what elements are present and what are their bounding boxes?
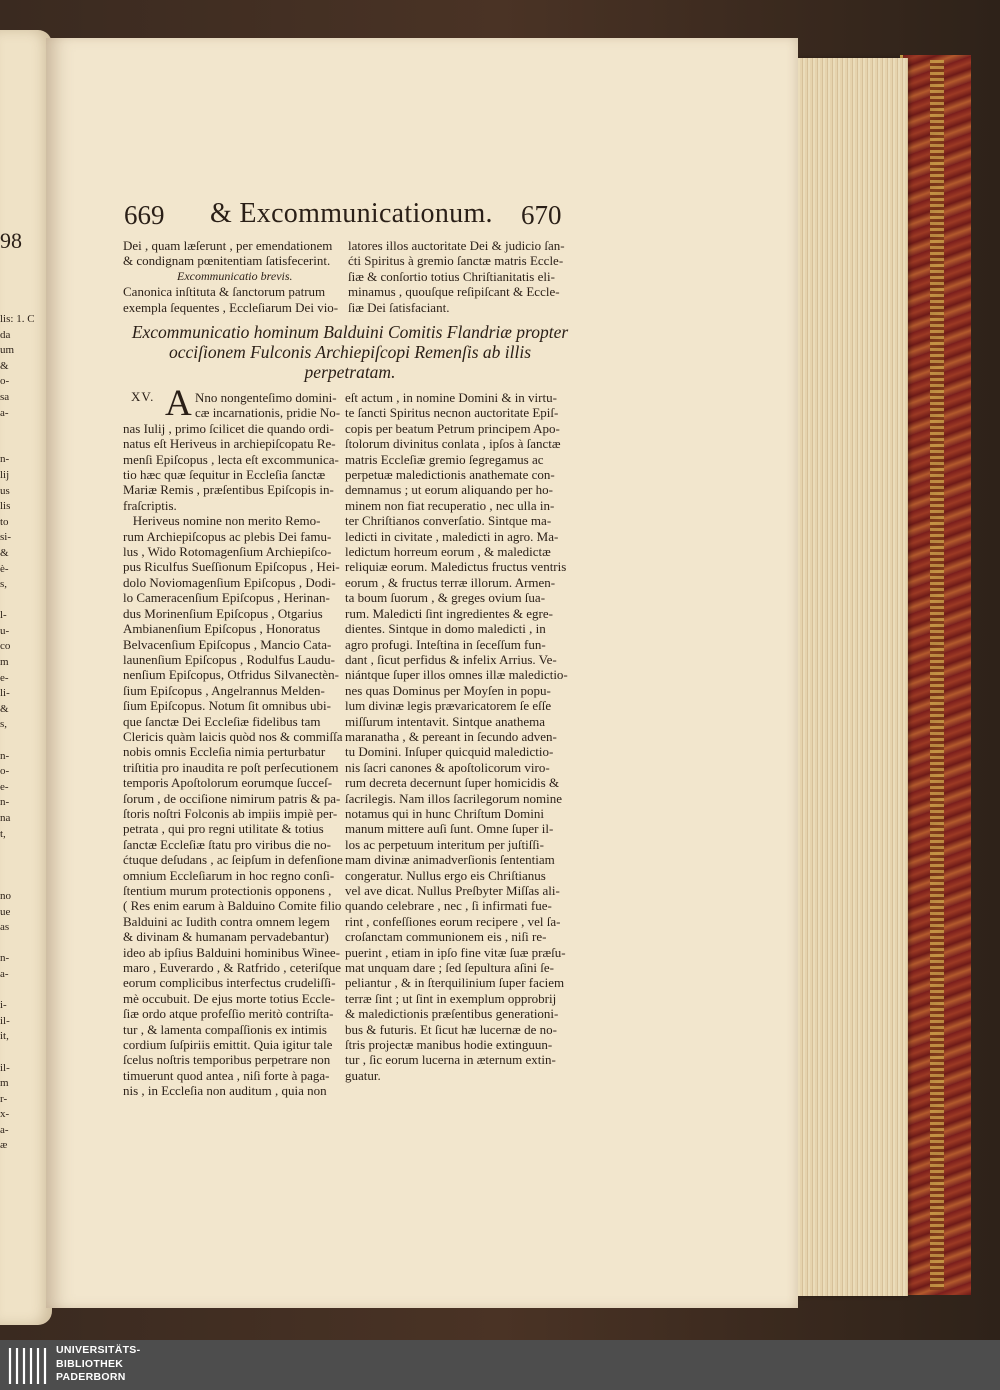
section-number: XV. [131,389,155,404]
previous-page-number: 98 [0,228,22,253]
library-footer-bar [0,1340,1000,1390]
right-page-number: 670 [521,200,562,230]
top-left-text: Dei , quam læſerunt , per emendationem & condignam pœnitentiam ſatisfecerint. [123,238,333,269]
previous-page-margin-text: lis: 1. C da um & o- sa a- n- lij us lis to si- & è- s, l- u- co m e- li- & s, n- o- e- n- na t, no ue as n- a- i- il- it, il- m r- x- a- æ [0,313,35,1152]
gilt-border-ornament [930,60,944,1290]
section-heading [130,322,570,382]
library-name-line-2: BIBLIOTHEK [56,1357,124,1370]
heading-line-2: occiſionem Fulconis Archiepiſcopi Remenſis ab illis [168,342,532,362]
running-title: & Excommunicationum. [210,198,493,229]
page-block-edge [795,58,908,1296]
library-name [56,1344,140,1385]
library-logo-icon [5,1344,47,1386]
library-name-line-3: PADERBORN [56,1371,126,1383]
previous-page-edge [0,30,52,1325]
main-left-column: nas Iulij , primo ſcilicet die quando ordi- natus eſt Heriveus in archiepiſcopatu Re- menſi Epiſcopus , lecta eſt excommunica- tio hæc quæ ſequitur in Eccleſia ſanctæ Mariæ Remis , præſentibus Epiſcopis in- fraſcriptis. Heriveus nomine non merito Remo- rum Archiepiſcopus ac plebis Dei famu- lus , Wido Rotomagenſium Archiepiſco- pus Riculfus Sueſſionum Epiſcopus , Hei- dolo Noviomagenſium Epiſcopus , Dodi- lo Cameracenſium Epiſcopus , Herinan- dus Morinenſium Epiſcopus , Otgarius Ambianenſium Epiſcopus , Honoratus Belvacenſium Epiſcopus , Mancio Cata- launenſium Epiſcopus , Rodulfus Laudu- nenſium Epiſcopus, Otfridus Silvanectèn- ſium Epiſcopus , Angelrannus Melden- ſium Epiſcopus. Notum ſit omnibus ubi- que ſanctæ Dei Eccleſiæ fidelibus tam Clericis quàm laicis quòd nos & commiſſa nobis omnis Eccleſia nimia perturbatur triſtitia pro inaudita re poſt perſecutionem temporis Apoſtolorum eorumque ſucceſ- ſorum , de occiſione nimirum patris & pa- ſtoris noſtri Folconis ab impiis impiè per- petrata , qui pro regni utilitate & totius ſanctæ Eccleſiæ ſtatu pro viribus die no- ćtuque deſudans , ac ſeipſum in defenſione omnium Eccleſiarum in hoc regno conſi- ſtentium murum protectionis opponens , ( Res enim earum à Balduino Comite filio Balduini ac Iudith contra omnem legem & divinam & humanam pervadebantur) ideo ab ipſius Balduini hominibus Wineе- maro , Euverardo , & Ratfrido , ceteriſque eorum complicibus interfectus crudeliſſi- mè occubuit. De ejus morte totius Eccle- ſiæ ordo atque profeſſio meritò contriſta- tur , & lamenta compaſſionis ex intimis cordium ſuſpiriis emittit. Quia igitur tale ſcelus noſtris temporibus perpetrare non timuerunt quod antea , niſi forte à paga- nis , in Eccleſia non auditum , quia non [123,420,343,1099]
top-right-column: latores illos auctoritate Dei & judicio ſan- ćti Spiritus à gremio ſanctæ matris Eccle- ſiæ & conſortio totius Chriſtianitatis eli- minamus , quouſque reſipiſcant & Eccle- ſiæ Dei ſatisfaciant. [348,238,565,315]
opening-lines: Nno nongenteſimo domini- cæ incarnationis, pridie No- [195,390,341,421]
library-name-line-1: UNIVERSITÄTS- [56,1344,141,1356]
top-left-text-cont: Canonica inſtituta & ſanctorum patrum exempla ſequentes , Eccleſiarum Dei vio- [123,284,339,315]
heading-line-3: perpetratam. [304,362,396,382]
main-right-column: eſt actum , in nomine Domini & in virtu- te ſancti Spiritus necnon auctoritate Epiſ- copis per beatum Petrum principem Apo- ſtolorum divinitus conlata , ipſos à ſanctæ matris Eccleſiæ gremio ſegregamus ac perpetuæ maledictionis anathemate con- demnamus ; ut eorum aliquando per ho- minem non fiat recuperatio , nec ulla in- ter Chriſtianos converſatio. Sintque ma- ledicti in civitate , maledicti in agro. Ma- ledictum horreum eorum , & maledictæ reliquiæ eorum. Maledictus fructus ventris eorum , & fructus terræ illorum. Armen- ta boum ſuorum , & greges ovium ſua- rum. Maledicti ſint ingredientes & egre- dientes. Sintque in domo maledicti , in agro profugi. Inteſtina in ſeceſſum fun- dant , ſicut perfidus & infelix Arrius. Ve- niántque ſuper illos omnes illæ maledictio- nes quas Dominus per Moyſen in popu- lum divinæ legis prævaricatorem ſe eſſe miſſurum intentavit. Sintque anathema maranatha , & pereant in ſecundo adven- tu Domini. Inſuper quicquid maledictio- nis ſacri canones & apoſtolicorum viro- rum decreta decernunt ſuper homicidis & ſacrilegis. Nam illos ſacrilegorum nomine notamus qui in hunc Chriſtum Domini manum mittere auſi ſunt. Omne ſuper il- los ac perpetuum interitum per juſtiſſi- mam divinæ animadverſionis ſententiam congeratur. Nullus ergo eis Chriſtianus vel ave dicat. Nullus Preſbyter Miſſas ali- quando celebrare , nec , ſi infirmati fue- rint , confeſſiones eorum recipere , vel ſa- croſanctam communionem eis , niſi re- puerint , etiam in ipſo fine vitæ ſuæ præſu- mat unquam dare ; ſed ſepultura aſini ſe- peliantur , & in ſterquilinium ſuper faciem terræ ſint ; ut ſint in exemplum opprobrij & maledictionis præſentibus generationi- bus & futuris. Et ſicut hæ lucernæ de no- ſtris projectæ manibus hodie extinguun- tur , ſic eorum lucerna in æternum extin- guatur. [345,390,568,1083]
heading-line-1: Excommunicatio hominum Balduini Comitis Flandriæ propter [131,322,569,342]
left-page-number: 669 [124,200,165,230]
drop-cap: A [165,383,192,424]
top-left-column [123,238,338,315]
subtitle-brevis: Excommunicatio brevis. [177,268,293,283]
